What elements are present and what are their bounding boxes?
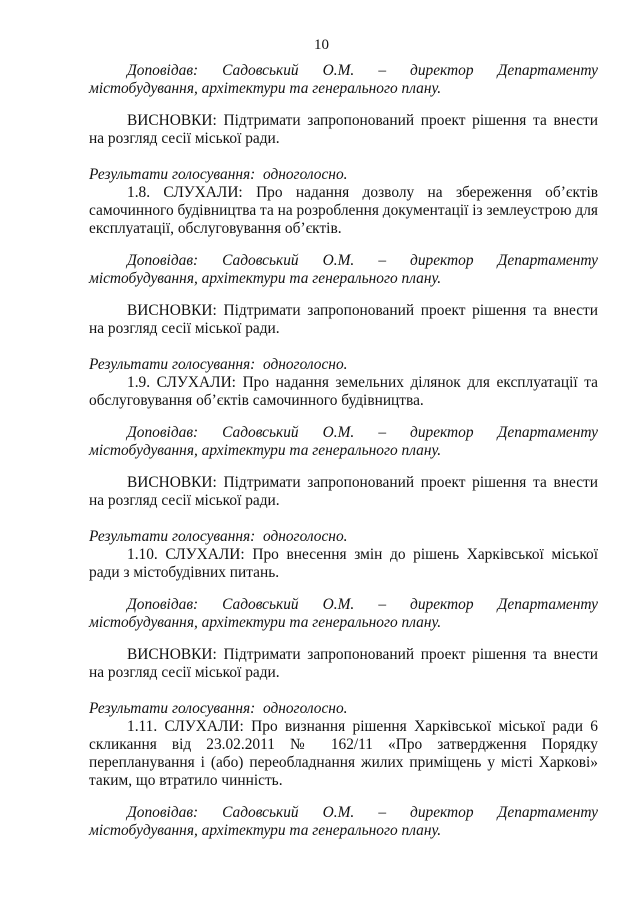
item-heard: 1.8. СЛУХАЛИ: Про надання дозволу на збереження об’єктів самочинного будівництва та на розроблення документації із землеустрою для експлуатації, обслуговування об’єктів. [89, 184, 598, 237]
item-heard: 1.10. СЛУХАЛИ: Про внесення змін до рішень Харківської міської ради з містобудівних питань. [89, 546, 598, 581]
voting-result: Результати голосування: одноголосно. [89, 166, 348, 183]
speaker-line: Доповідав: Садовський О.М. – директор Департаменту [127, 252, 598, 269]
item-heard: 1.9. СЛУХАЛИ: Про надання земельних ділянок для експлуатації та обслуговування об’єктів самочинного будівництва. [89, 374, 599, 409]
page-number: 10 [314, 37, 329, 53]
conclusion: ВИСНОВКИ: Підтримати запропонований проект рішення та внести на розгляд сесії міської ради. [89, 302, 598, 337]
speaker-continuation: містобудування, архітектури та генерального плану. [89, 270, 442, 287]
speaker-continuation: містобудування, архітектури та генерального плану. [89, 80, 442, 97]
conclusion: ВИСНОВКИ: Підтримати запропонований проект рішення та внести на розгляд сесії міської ради. [89, 474, 598, 509]
speaker-line: Доповідав: Садовський О.М. – директор Департаменту [127, 62, 598, 79]
speaker-line: Доповідав: Садовський О.М. – директор Департаменту [127, 804, 598, 821]
speaker-block [89, 804, 598, 840]
speaker-block [89, 252, 598, 288]
speaker-continuation: містобудування, архітектури та генерального плану. [89, 822, 442, 839]
speaker-continuation: містобудування, архітектури та генерального плану. [89, 614, 442, 631]
speaker-continuation: містобудування, архітектури та генерального плану. [89, 442, 442, 459]
conclusion: ВИСНОВКИ: Підтримати запропонований проект рішення та внести на розгляд сесії міської ради. [89, 112, 598, 147]
voting-result: Результати голосування: одноголосно. [89, 356, 348, 373]
speaker-line: Доповідав: Садовський О.М. – директор Департаменту [127, 596, 598, 613]
voting-result: Результати голосування: одноголосно. [89, 700, 348, 717]
speaker-line: Доповідав: Садовський О.М. – директор Департаменту [127, 424, 598, 441]
speaker-block [89, 424, 598, 460]
conclusion: ВИСНОВКИ: Підтримати запропонований проект рішення та внести на розгляд сесії міської ради. [89, 646, 598, 681]
document-body [89, 62, 598, 840]
speaker-block [89, 596, 598, 632]
voting-result: Результати голосування: одноголосно. [89, 528, 348, 545]
speaker-block [89, 62, 598, 98]
item-heard: 1.11. СЛУХАЛИ: Про визнання рішення Харківської міської ради 6 скликання від 23.02.2011 № 162/11 «Про затвердження Порядку перепланування і (або) переобладнання жилих приміщень у місті Харкові» таким, що втратило чинність. [89, 718, 598, 789]
